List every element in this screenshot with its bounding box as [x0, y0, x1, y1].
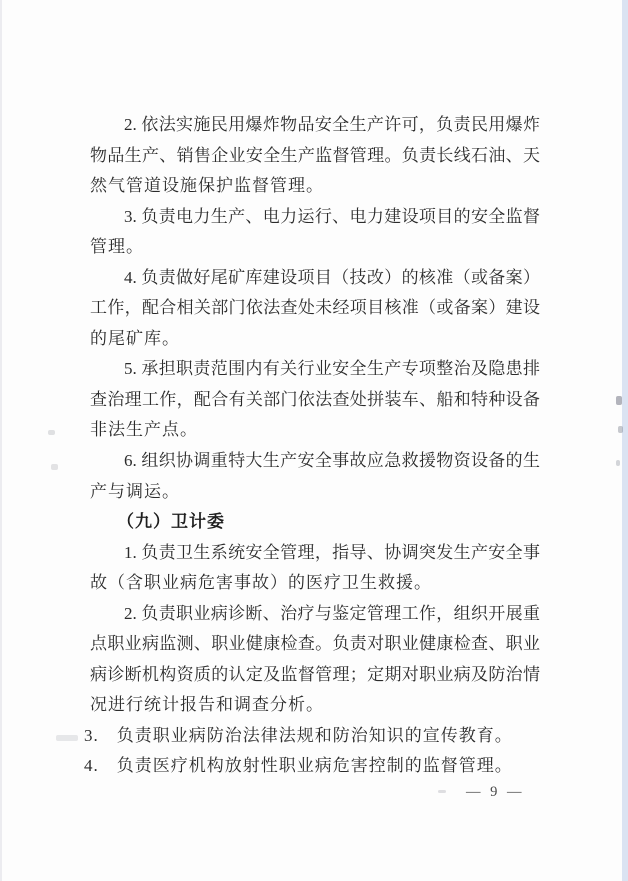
text-line: 2. 负责职业病诊断、治疗与鉴定管理工作，组织开展重 [124, 603, 540, 623]
scan-right-edge [622, 0, 628, 881]
text-line: 物品生产、销售企业安全生产监督管理。负责长线石油、天 [90, 145, 540, 165]
text-line: 6. 组织协调重特大生产安全事故应急救援物资设备的生 [124, 451, 540, 471]
text-line: 病诊断机构资质的认定及监督管理；定期对职业病及防治情 [90, 664, 540, 684]
scan-speck [616, 396, 622, 405]
text-line: 的尾矿库。 [90, 328, 180, 348]
text-line: 1. 负责卫生系统安全管理，指导、协调突发生产安全事 [124, 542, 540, 562]
text-line: 4. 负责做好尾矿库建设项目（技改）的核准（或备案） [124, 267, 540, 287]
text-line: 3. 负责电力生产、电力运行、电力建设项目的安全监督 [124, 206, 540, 226]
text-line: 工作，配合相关部门依法查处未经项目核准（或备案）建设 [90, 298, 540, 318]
document-body [84, 110, 540, 782]
scan-speck [51, 464, 58, 470]
text-line: 5. 承担职责范围内有关行业安全生产专项整治及隐患排 [124, 359, 540, 379]
text-line: 然气管道设施保护监督管理。 [90, 176, 324, 196]
text-line: 故（含职业病危害事故）的医疗卫生救援。 [90, 573, 432, 593]
text-line: 产与调运。 [90, 481, 180, 501]
scan-speck [56, 735, 78, 741]
scan-speck [438, 790, 446, 793]
text-line: 3. 负责职业病防治法律法规和防治知识的宣传教育。 [84, 725, 513, 745]
text-line: 点职业病监测、职业健康检查。负责对职业健康检查、职业 [90, 634, 540, 654]
scan-speck [48, 430, 55, 435]
text-line: 4. 负责医疗机构放射性职业病危害控制的监督管理。 [84, 756, 513, 776]
scan-speck [618, 426, 623, 433]
text-line: 况进行统计报告和调查分析。 [90, 695, 324, 715]
text-line: 管理。 [90, 237, 144, 257]
text-line: 非法生产点。 [90, 420, 198, 440]
text-line: 2. 依法实施民用爆炸物品安全生产许可，负责民用爆炸 [124, 115, 540, 134]
section-heading: （九）卫计委 [117, 512, 225, 532]
scan-speck [616, 460, 620, 466]
page-number: — 9 — [466, 784, 525, 800]
text-line: 查治理工作，配合有关部门依法查处拼装车、船和特种设备 [90, 389, 540, 409]
scan-left-edge [0, 0, 2, 881]
